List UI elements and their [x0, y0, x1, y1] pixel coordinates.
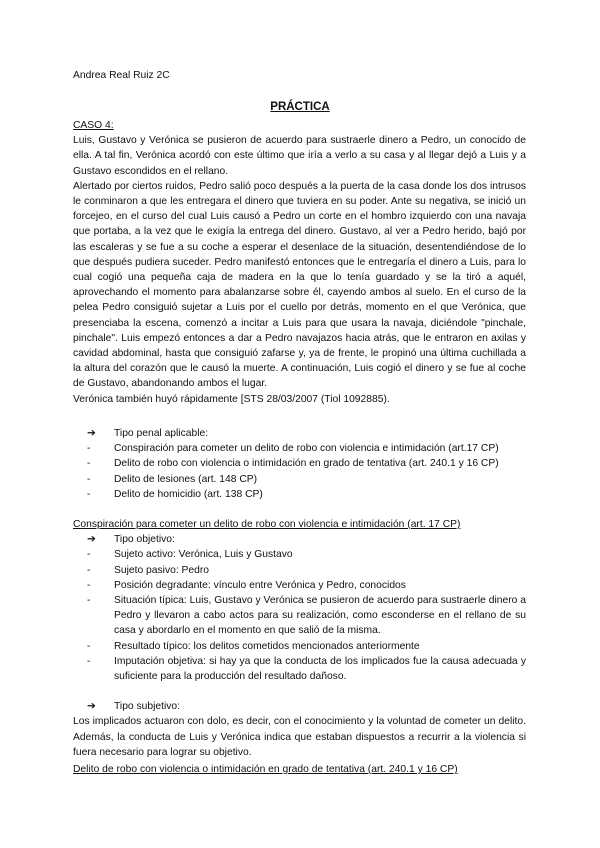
list-item: - Sujeto activo: Verónica, Luis y Gustavo — [87, 549, 293, 561]
tipo-penal-section — [73, 426, 526, 502]
robo-section — [73, 762, 526, 777]
list-item: - Conspiración para cometer un delito de robo con violencia e intimidación (art.17 CP) — [87, 443, 499, 455]
tipo-subjetivo-heading: ➔ Tipo subjetivo: — [87, 699, 526, 714]
case-paragraph-2: Alertado por ciertos ruidos, Pedro salió poco después a la puerta de la casa donde los dos intrusos le conminaron a que les entregara el dinero que tuviera en su poder. Ante su negativa, se inició un forcejeo, en el curso del cual Luis causó a Pedro un corte en el hombro izquierdo con una navaja que portaba, a la vez que le exigía la entrega del dinero. Gustavo, al ver a Pedro herido, bajó por las escaleras y se fue a su coche a esperar el desenlace de la situación, desentendiéndose de lo que después pudiera suceder. Pedro manifestó entonces que le entregaría el dinero a Luis, para lo cual cogió una pequeña caja de madera en la que lo tenía guardado y se la tiró a aquél, aprovechando el momento para abalanzarse sobre él, cayendo ambos al suelo. En el curso de la pelea Pedro consiguió sujetar a Luis por el cuello por detrás, momento en el que Verónica, que presenciaba la escena, comenzó a incitar a Luis para que usara la navaja, diciéndole "pinchale, pinchale". Luis empezó entonces a dar a Pedro navajazos hacia atrás, que le entraron en axilas y cavidad abdominal, hasta que consiguió zafarse y, ya de frente, le propinó una última cuchillada a la altura del corazón que le causó la muerte. A continuación, Luis cogió el dinero y se fue al coche de Gustavo, abandonando ambos el lugar. — [73, 180, 526, 390]
tipo-objetivo-list — [73, 547, 526, 684]
case-label: CASO 4: — [73, 120, 114, 131]
list-item: - Situación típica: Luis, Gustavo y Verónica se pusieron de acuerdo para sustraerle dinero a Pedro y llevaron a cabo actos para su realización, como esconderse en el rellano de su casa y abordarlo en el momento en que salió de la misma. — [87, 595, 526, 637]
list-item: - Delito de homicidio (art. 138 CP) — [87, 488, 263, 500]
list-item: - Delito de lesiones (art. 148 CP) — [87, 473, 258, 485]
author-name: Andrea Real Ruiz 2C — [73, 70, 170, 81]
case-section — [73, 118, 526, 407]
list-item: - Posición degradante: vínculo entre Verónica y Pedro, conocidos — [87, 579, 406, 591]
tipo-penal-list — [73, 441, 526, 502]
case-paragraph-1: Luis, Gustavo y Verónica se pusieron de acuerdo para sustraerle dinero a Pedro, un conocido de ella. A tal fin, Verónica acordó con este último que iría a verlo a su casa y al llegar dejó a Luis y a Gustavo escondidos en el rellano. — [73, 135, 526, 177]
list-item: - Delito de robo con violencia o intimidación en grado de tentativa (art. 240.1 y 16 CP) — [87, 458, 499, 470]
tipo-penal-heading: ➔ Tipo penal aplicable: — [87, 426, 526, 441]
page-title: PRÁCTICA — [270, 101, 330, 113]
section-heading-robo: Delito de robo con violencia o intimidación en grado de tentativa (art. 240.1 y 16 CP) — [73, 764, 458, 775]
list-item: - Resultado típico: los delitos cometidos mencionados anteriormente — [87, 640, 420, 652]
list-item: - Sujeto pasivo: Pedro — [87, 564, 210, 576]
tipo-objetivo-heading: ➔ Tipo objetivo: — [87, 532, 526, 547]
conspiracion-section — [73, 517, 526, 760]
case-paragraph-3: Verónica también huyó rápidamente [STS 28/03/2007 (Tiol 1092885). — [73, 393, 390, 405]
tipo-subjetivo-text: Los implicados actuaron con dolo, es decir, con el conocimiento y la voluntad de cometer un delito. Además, la conducta de Luis y Verónica indica que estaban dispuestos a recurrir a la violencia si fuera necesario para lograr su objetivo. — [73, 716, 526, 758]
list-item: - Imputación objetiva: si hay ya que la conducta de los implicados fue la causa adecuada y suficiente para la producción del resultado dañoso. — [87, 655, 526, 683]
arrow-icon: ➔ — [87, 534, 96, 546]
arrow-icon: ➔ — [87, 701, 96, 713]
arrow-icon: ➔ — [87, 428, 96, 439]
section-heading-conspiracion: Conspiración para cometer un delito de robo con violencia e intimidación (art. 17 CP) — [73, 519, 461, 530]
